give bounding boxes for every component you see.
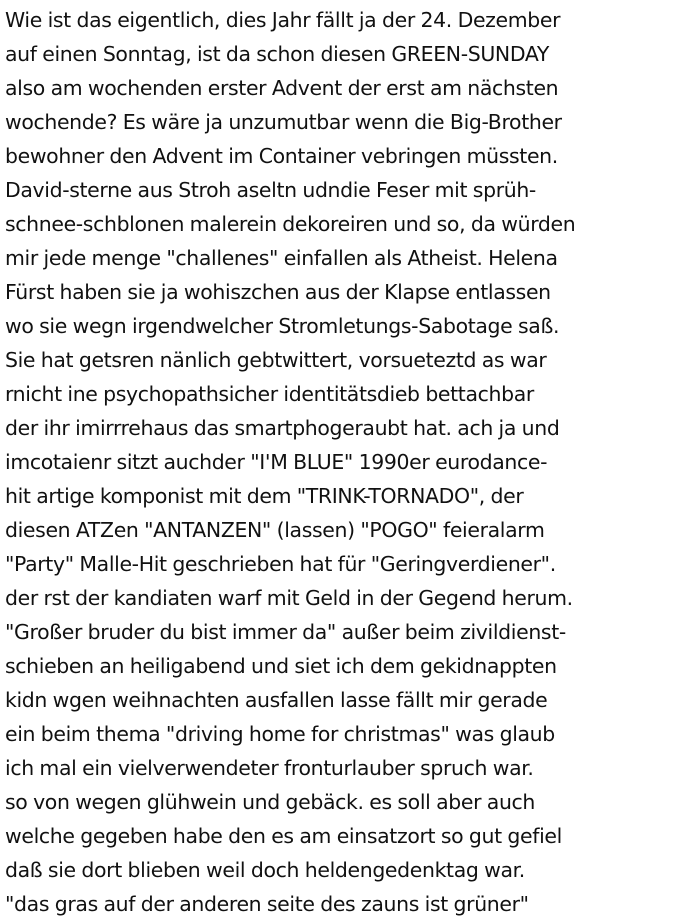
text-line-3: also am wochenden erster Advent der erst am nächsten bbox=[5, 76, 559, 100]
text-line-14: imcotaienr sitzt auchder "I'M BLUE" 1990er eurodance- bbox=[5, 450, 548, 474]
text-line-23: ich mal ein vielverwendeter fronturlauber spruch war. bbox=[5, 756, 534, 780]
text-line-8: mir jede menge "challenes" einfallen als Atheist. Helena bbox=[5, 246, 558, 270]
text-line-17: "Party" Malle-Hit geschrieben hat für "Geringverdiener". bbox=[5, 552, 556, 576]
text-line-5: bewohner den Advent im Container vebringen müssten. bbox=[5, 144, 558, 168]
text-line-20: schieben an heiligabend und siet ich dem gekidnappten bbox=[5, 654, 557, 678]
text-line-6: David-sterne aus Stroh aseltn udndie Feser mit sprüh- bbox=[5, 178, 536, 202]
text-line-11: Sie hat getsren nänlich gebtwittert, vorsueteztd as war bbox=[5, 348, 547, 372]
text-line-18: der rst der kandiaten warf mit Geld in der Gegend herum. bbox=[5, 586, 573, 610]
text-line-1: Wie ist das eigentlich, dies Jahr fällt ja der 24. Dezember bbox=[5, 8, 561, 32]
text-line-26: daß sie dort blieben weil doch heldengedenktag war. bbox=[5, 858, 525, 882]
text-line-15: hit artige komponist mit dem "TRINK-TORNADO", der bbox=[5, 484, 524, 508]
text-line-19: "Großer bruder du bist immer da" außer beim zivildienst- bbox=[5, 620, 566, 644]
text-line-22: ein beim thema "driving home for christmas" was glaub bbox=[5, 722, 555, 746]
text-line-25: welche gegeben habe den es am einsatzort so gut gefiel bbox=[5, 824, 562, 848]
text-line-4: wochende? Es wäre ja unzumutbar wenn die Big-Brother bbox=[5, 110, 562, 134]
text-line-24: so von wegen glühwein und gebäck. es soll aber auch bbox=[5, 790, 536, 814]
text-line-7: schnee-schblonen malerein dekoreiren und so, da würden bbox=[5, 212, 576, 236]
text-line-16: diesen ATZen "ANTANZEN" (lassen) "POGO" feieralarm bbox=[5, 518, 545, 542]
text-line-9: Fürst haben sie ja wohiszchen aus der Klapse entlassen bbox=[5, 280, 551, 304]
text-line-12: rnicht ine psychopathsicher identitätsdieb bettachbar bbox=[5, 382, 534, 406]
text-line-21: kidn wgen weihnachten ausfallen lasse fällt mir gerade bbox=[5, 688, 548, 712]
text-line-13: der ihr imirrrehaus das smartphogeraubt hat. ach ja und bbox=[5, 416, 560, 440]
body-text bbox=[5, 3, 684, 921]
text-line-10: wo sie wegn irgendwelcher Stromletungs-Sabotage saß. bbox=[5, 314, 560, 338]
text-line-27: "das gras auf der anderen seite des zauns ist grüner" bbox=[5, 892, 529, 916]
text-line-2: auf einen Sonntag, ist da schon diesen GREEN-SUNDAY bbox=[5, 42, 550, 66]
